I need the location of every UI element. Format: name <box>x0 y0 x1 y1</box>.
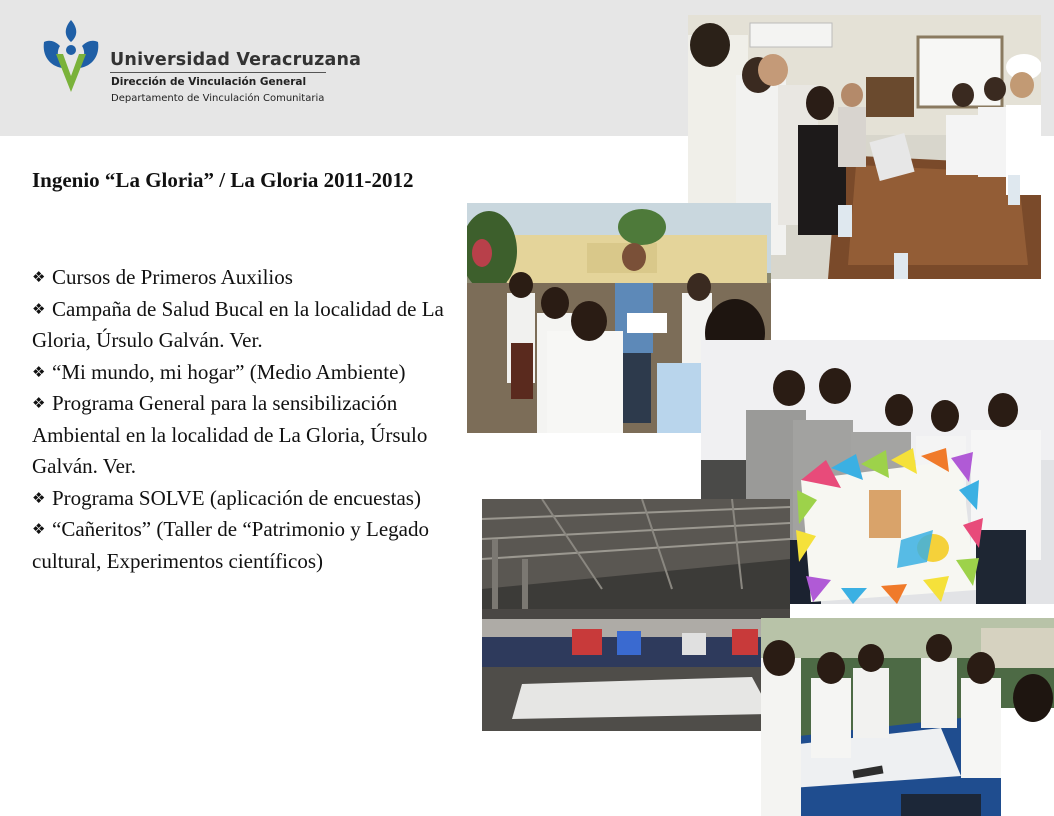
list-item <box>32 514 482 577</box>
diamond-bullet-icon: ❖ <box>32 520 46 538</box>
header-divider <box>110 72 326 73</box>
activity-text: Programa SOLVE (aplicación de encuestas) <box>52 485 421 510</box>
university-name: Universidad Veracruzana <box>110 50 362 70</box>
list-item <box>32 294 482 357</box>
activity-text: “Cañeritos” (Taller de “Patrimonio y Legado cultural, Experimentos científicos) <box>32 517 429 573</box>
list-item <box>32 357 482 389</box>
list-item <box>32 388 482 483</box>
diamond-bullet-icon: ❖ <box>32 362 46 381</box>
activity-text: Programa General para la sensibilización Ambiental en la localidad de La Gloria, Úrsulo Galván. Ver. <box>32 391 428 478</box>
university-logo <box>40 18 102 94</box>
activity-list <box>32 262 482 577</box>
diamond-bullet-icon: ❖ <box>32 488 46 507</box>
activity-text: Cursos de Primeros Auxilios <box>52 265 293 289</box>
diamond-bullet-icon: ❖ <box>32 268 46 286</box>
diamond-bullet-icon: ❖ <box>32 299 46 318</box>
direction-name: Dirección de Vinculación General <box>111 76 307 88</box>
group-warehouse-photo <box>482 499 790 731</box>
activity-text: Campaña de Salud Bucal en la localidad de La Gloria, Úrsulo Galván. Ver. <box>32 296 444 352</box>
department-name: Departamento de Vinculación Comunitaria <box>111 93 325 104</box>
diamond-bullet-icon: ❖ <box>32 394 46 412</box>
workshop-table-photo <box>761 618 1054 816</box>
list-item <box>32 262 482 294</box>
list-item <box>32 483 482 515</box>
slide-title: Ingenio “La Gloria” / La Gloria 2011-2012 <box>32 168 414 192</box>
activity-text: “Mi mundo, mi hogar” (Medio Ambiente) <box>52 359 406 384</box>
